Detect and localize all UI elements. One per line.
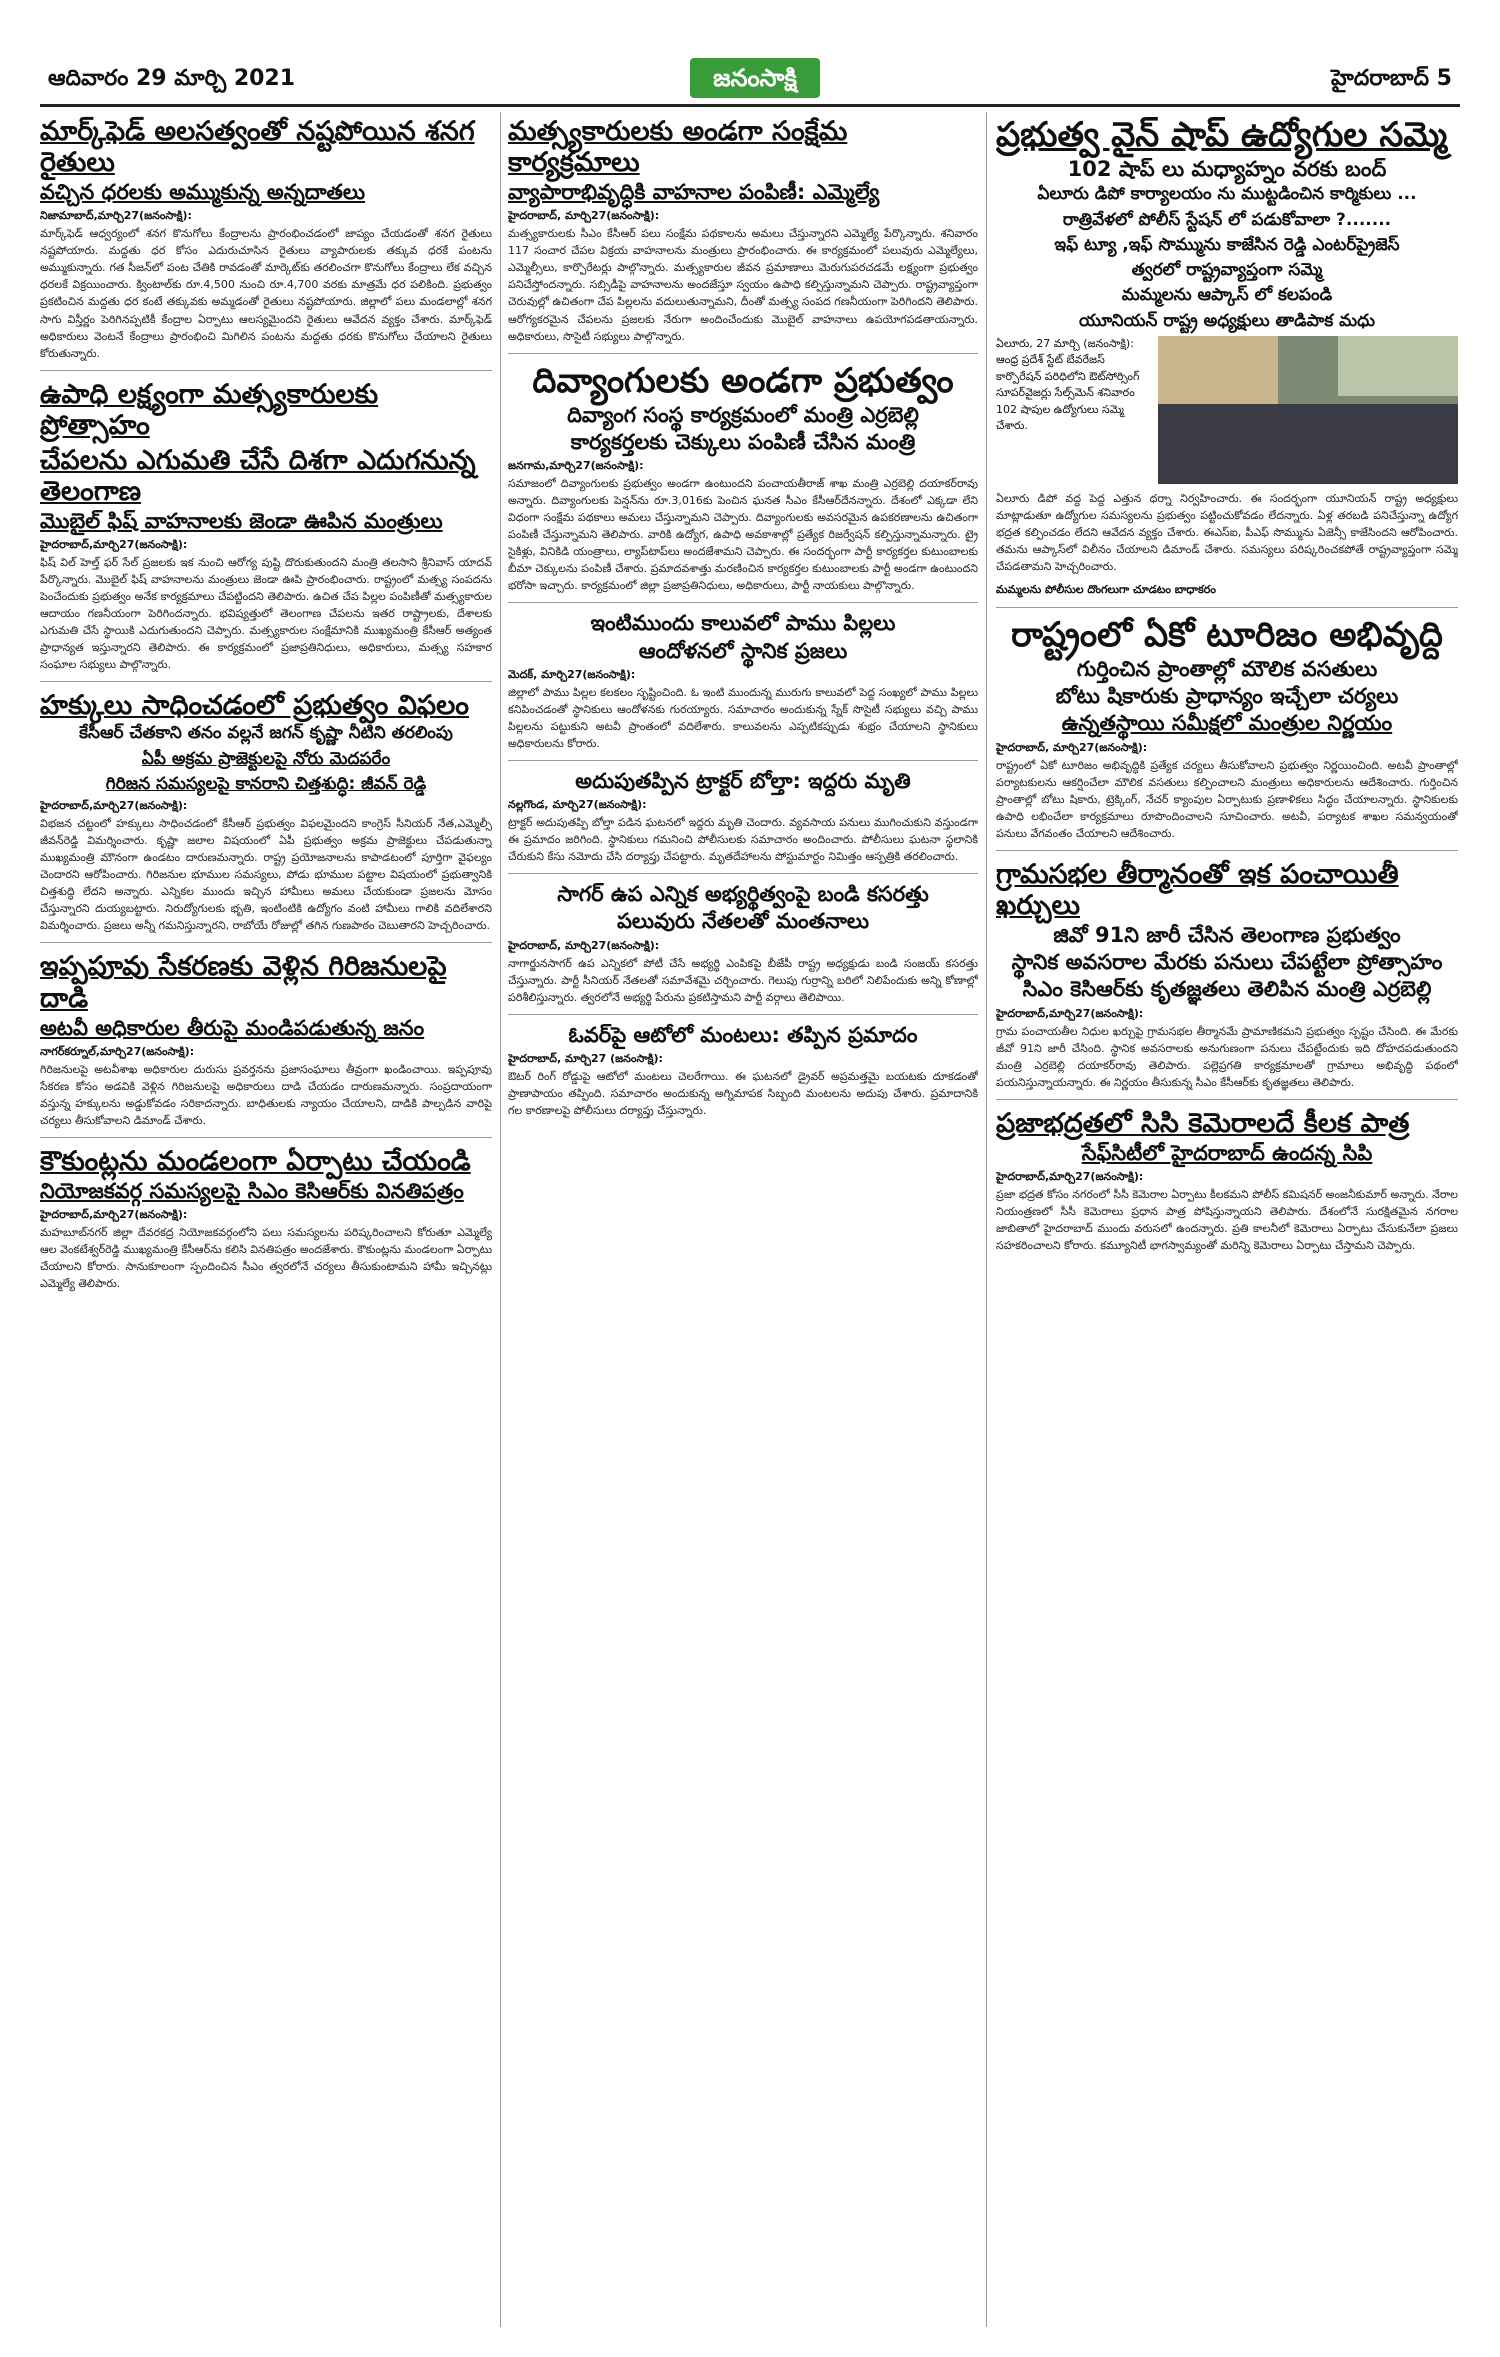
article-subhead: అటవీ అధికారుల తీరుపై మండిపడుతున్న జనం — [40, 1015, 425, 1040]
article-eco-tourism — [996, 616, 1458, 842]
page-city-number: హైదరాబాద్ 5 — [1331, 66, 1452, 91]
article-body: గ్రామ పంచాయతీల నిధుల ఖర్చుపై గ్రామసభల తీర్మానమే ప్రామాణికమని ప్రభుత్వం స్పష్టం చేసింది. ఈ మేరకు జీవో 91ని జారీ చేసింది. స్థానిక అవసరాలకు అనుగుణంగా పనులు చేపట్టేందుకు ఇది దోహదపడుతుందని మంత్రి ఎర్రబెల్లి దయాకర్‌రావు తెలిపారు. పల్లెప్రగతి కార్యక్రమాలతో గ్రామాలు అభివృద్ధి పథంలో పయనిస్తున్నాయన్నారు. ఈ నిర్ణయం తీసుకున్న సీఎం కేసీఆర్‌కు కృతజ్ఞతలు తెలిపారు. — [996, 1024, 1458, 1089]
article-headline: ప్రభుత్వ వైన్ షాప్ ఉద్యోగుల సమ్మె — [996, 115, 1448, 155]
article-body: మార్క్‌ఫెడ్ ఆధ్వర్యంలో శనగ కొనుగోలు కేంద్రాలను ప్రారంభించడంలో జాప్యం చేయడంతో శనగ రైతులు నష్టపోయారు. మద్దతు ధర కోసం ఎదురుచూసిన రైతులు వ్యాపారులకు తక్కువ ధరకే పంటను అమ్ముకున్నారు. గత సీజన్‌లో పంట చేతికి రావడంతో మార్కెట్‌కు తరలించగా కొనుగోలు కేంద్రాలు లేక వచ్చిన ధరలకే విక్రయించారు. క్వింటాల్‌కు రూ.4,500 నుంచి రూ.4,700 వరకు మాత్రమే ధర పలికింది. ప్రభుత్వం ప్రకటించిన మద్దతు ధర కంటే తక్కువకు అమ్మడంతో రైతులు నష్టపోయారు. జిల్లాలో పలు మండలాల్లో శనగ సాగు విస్తీర్ణం పెరిగినప్పటికీ కేంద్రాల ఏర్పాటు ఆలస్యమైందని రైతులు ఆవేదన వ్యక్తం చేశారు. మార్క్‌ఫెడ్ అధికారులు వెంటనే కేంద్రాలు ప్రారంభించి మిగిలిన పంటను మద్దతు ధరకు కొనుగోలు చేయాలని రైతులు కోరుతున్నారు. — [40, 227, 492, 360]
article-dateline: మెదక్, మార్చి27(జనంసాక్షి): — [508, 667, 636, 681]
article-dateline: హైదరాబాద్, మార్చి27(జనంసాక్షి): — [996, 740, 1148, 754]
article-subhead: యూనియన్ రాష్ట్ర అధ్యక్షులు తాడిపాక మధు — [1078, 310, 1375, 331]
article-cc-cameras — [996, 1108, 1458, 1254]
newspaper-logo: జనంసాక్షి — [690, 58, 820, 98]
article-separator — [40, 370, 492, 371]
article-separator — [508, 760, 978, 761]
article-subhead: జివో 91ని జారీ చేసిన తెలంగాణ ప్రభుత్వం — [1053, 923, 1401, 947]
article-dateline: హైదరాబాద్,మార్చి27(జనంసాక్షి): — [40, 1208, 188, 1222]
article-subhead: రాత్రివేళలో పోలీస్ స్టేషన్ లో పడుకోవాలా ?....... — [1062, 209, 1392, 230]
article-snakes — [508, 611, 978, 752]
article-body: మత్స్యకారులకు సీఎం కేసీఆర్ పలు సంక్షేమ పథకాలను అమలు చేస్తున్నారని ఎమ్మెల్యే పేర్కొన్నారు. శనివారం 117 సంచార చేపల విక్రయ వాహనాలను మంత్రులు ప్రారంభించారు. ఈ కార్యక్రమంలో పలువురు ఎమ్మెల్యేలు, ఎమ్మెల్సీలు, కార్పొరేటర్లు పాల్గొన్నారు. మత్స్యకారుల జీవన ప్రమాణాలు మెరుగుపరచడమే లక్ష్యంగా ప్రభుత్వం పనిచేస్తోందన్నారు. సబ్సిడీపై వాహనాలను అందజేస్తూ స్వయం ఉపాధి కల్పిస్తున్నామని చెప్పారు. రాష్ట్రవ్యాప్తంగా చెరువుల్లో ఉచితంగా చేప పిల్లలను వదులుతున్నామని, దీంతో మత్స్య సంపద గణనీయంగా పెరిగిందని తెలిపారు. ఆరోగ్యకరమైన చేపలను ప్రజలకు నేరుగా అందించేందుకు మొబైల్ వాహనాలు ఉపయోగపడతాయన్నారు. అధికారులు, సొసైటీ సభ్యులు పాల్గొన్నారు. — [508, 227, 978, 343]
article-subhead: గుర్తించిన ప్రాంతాల్లో మౌలిక వసతులు — [1076, 657, 1378, 682]
article-headline: కౌకుంట్లను మండలంగా ఏర్పాటు చేయండి — [40, 1145, 471, 1177]
article-separator — [508, 602, 978, 603]
column-divider — [986, 112, 987, 2327]
article-subhead: నియోజకవర్గ సమస్యలపై సిఎం కెసిఆర్‌కు వినతిపత్రం — [40, 1179, 464, 1203]
article-headline: ఇప్పపూవు సేకరణకు వెళ్లిన గిరిజనులపై దాడి — [40, 951, 447, 1014]
article-separator — [40, 1137, 492, 1138]
article-body: గిరిజనులపై అటవీశాఖ అధికారుల దురుసు ప్రవర్తనను ప్రజాసంఘాలు తీవ్రంగా ఖండించాయి. ఇప్పపూవు సేకరణ కోసం అడవికి వెళ్లిన గిరిజనులపై అధికారులు దాడి చేయడం దారుణమన్నారు. సంప్రదాయంగా వస్తున్న హక్కులను అడ్డుకోవడం సరికాదన్నారు. బాధితులకు న్యాయం చేయాలని, దాడికి పాల్పడిన వారిపై చర్యలు తీసుకోవాలని డిమాండ్ చేశారు. — [40, 1062, 492, 1127]
article-markfed — [40, 116, 492, 362]
article-body: మహబూబ్‌నగర్ జిల్లా దేవరకద్ర నియోజకవర్గంలోని పలు సమస్యలను పరిష్కరించాలని కోరుతూ ఎమ్మెల్యే ఆల వెంకటేశ్వర్‌రెడ్డి ముఖ్యమంత్రి కేసీఆర్‌ను కలిసి వినతిపత్రం అందజేశారు. కౌకుంట్లను మండలంగా ఏర్పాటు చేయాలని కోరారు. సానుకూలంగా స్పందించిన సీఎం త్వరలోనే చర్యలు తీసుకుంటామని హామీ ఇచ్చినట్లు ఎమ్మెల్యే తెలిపారు. — [40, 1226, 492, 1291]
article-subhead: మమ్మలను ఆప్కాస్ లో కలపండి — [1121, 285, 1333, 306]
article-body: జిల్లాలో పాము పిల్లల కలకలం సృష్టించింది. ఓ ఇంటి ముందున్న మురుగు కాలువలో పెద్ద సంఖ్యలో పాము పిల్లలు కనిపించడంతో స్థానికులు ఆందోళనకు గురయ్యారు. సమాచారం అందుకున్న స్నేక్ సొసైటీ సభ్యులు వచ్చి పాము పిల్లలను పట్టుకుని అటవీ ప్రాంతంలో వదిలేశారు. కాలువలను ఎప్పటికప్పుడు శుభ్రం చేయాలని స్థానికులు అధికారులను కోరారు. — [508, 685, 978, 750]
article-subhead: కార్యకర్తలకు చెక్కులు పంపిణీ చేసిన మంత్రి — [570, 429, 916, 454]
article-gram-sabha — [996, 859, 1458, 1091]
column-right — [996, 112, 1458, 2327]
article-dateline: హైదరాబాద్,మార్చి27(జనంసాక్షి): — [996, 1006, 1144, 1020]
article-separator — [508, 353, 978, 354]
article-subhead: వచ్చిన ధరలకు అమ్ముకున్న అన్నదాతలు — [40, 180, 366, 205]
article-separator — [508, 873, 978, 874]
article-sagar-bypoll — [508, 882, 978, 1006]
article-headline: ప్రజాభద్రతలో సిసి కెమెరాలదే కీలక పాత్ర — [996, 1107, 1410, 1139]
article-headline: చేపలను ఎగుమతి చేసే దిశగా ఎదుగనున్న తెలంగాణ — [40, 444, 476, 507]
article-dateline: హైదరాబాద్, మార్చి27(జనంసాక్షి): — [508, 209, 660, 223]
article-dateline: హైదరాబాద్,మార్చి27(జనంసాక్షి): — [40, 799, 188, 813]
photo-protesters — [1158, 404, 1458, 484]
article-body: ఫిష్ విల్ హెల్త్ ఫర్ సేల్ ప్రజలకు ఇక నుంచి ఆరోగ్య పుష్టి దొరుకుతుందని మంత్రి తలసాని శ్రీనివాస్ యాదవ్ పేర్కొన్నారు. మొబైల్ ఫిష్ వాహనాలను మంత్రులు జెండా ఊపి ప్రారంభించారు. రాష్ట్రంలో మత్స్య సంపదను పెంచేందుకు ప్రభుత్వం అనేక కార్యక్రమాలు చేపట్టిందని తెలిపారు. ఉచిత చేప పిల్లల పంపిణీతో మత్స్యకారుల ఆదాయం గణనీయంగా పెరిగిందన్నారు. భవిష్యత్తులో తెలంగాణ చేపలను ఇతర రాష్ట్రాలకు, దేశాలకు ఎగుమతి చేసే స్థాయికి ఎదుగుతుందని చెప్పారు. మత్స్యకారుల సంక్షేమానికి ముఖ్యమంత్రి కేసీఆర్ అత్యంత ప్రాధాన్యత ఇస్తున్నారని తెలిపారు. ఈ కార్యక్రమంలో ప్రజాప్రతినిధులు, అధికారులు, మత్స్య సహకార సంఘాల సభ్యులు పాల్గొన్నారు. — [40, 556, 492, 672]
column-left — [40, 112, 492, 2327]
article-body: సమాజంలో దివ్యాంగులకు ప్రభుత్వం అండగా ఉంటుందని పంచాయతీరాజ్ శాఖ మంత్రి ఎర్రబెల్లి దయాకర్‌రావు అన్నారు. దివ్యాంగులకు పెన్షన్‌ను రూ.3,016కు పెంచిన ఘనత సీఎం కేసీఆర్‌దేనన్నారు. దేశంలో ఎక్కడా లేని విధంగా సంక్షేమ పథకాలు అమలు చేస్తున్నామని చెప్పారు. దివ్యాంగులకు అవసరమైన ఉపకరణాలను ఉచితంగా పంపిణీ చేస్తున్నామని తెలిపారు. వారికి ఉద్యోగ, ఉపాధి అవకాశాల్లో ప్రత్యేక రిజర్వేషన్ కల్పిస్తున్నామన్నారు. ట్రై సైకిళ్లు, వినికిడి యంత్రాలు, ల్యాప్‌టాప్‌లు అందజేశామని చెప్పారు. ఈ సందర్భంగా పార్టీ కార్యకర్తల కుటుంబాలకు బీమా చెక్కులను పంపిణీ చేశారు. ప్రమాదవశాత్తు మరణించిన కార్యకర్తల కుటుంబాలకు పార్టీ అండగా ఉంటుందని భరోసా ఇచ్చారు. కార్యక్రమంలో జిల్లా ప్రజాప్రతినిధులు, అధికారులు, పార్టీ నాయకులు పాల్గొన్నారు. — [508, 477, 978, 593]
article-separator — [40, 681, 492, 682]
article-separator — [40, 942, 492, 943]
article-subhead: మొబైల్ ఫిష్ వాహనాలకు జెండా ఊపిన మంత్రులు — [40, 508, 443, 533]
masthead-rule — [40, 104, 1460, 107]
article-headline: అదుపుతప్పిన ట్రాక్టర్ బోల్తా: ఇద్దరు మృతి — [575, 768, 911, 793]
article-body: విభజన చట్టంలో హక్కులు సాధించడంలో కేసీఆర్ ప్రభుత్వం విఫలమైందని కాంగ్రెస్ సీనియర్ నేత,ఎమ్మెల్సీ జీవన్‌రెడ్డి విమర్శించారు. కృష్ణా జలాల విషయంలో ఏపీ ప్రభుత్వం అక్రమ ప్రాజెక్టులు చేపడుతున్నా ముఖ్యమంత్రి మౌనంగా ఉండటం దారుణమన్నారు. రాష్ట్ర ప్రయోజనాలను కాపాడటంలో పూర్తిగా వైఫల్యం చెందారని ఆరోపించారు. గిరిజనుల భూముల సమస్యలు, పోడు భూముల పట్టాల విషయంలో ప్రభుత్వానికి చిత్తశుద్ధి లేదని అన్నారు. ఎన్నికల ముందు ఇచ్చిన హామీలు అమలు చేయకుండా ప్రజలను మోసం చేస్తున్నారని దుయ్యబట్టారు. నిరుద్యోగులకు భృతి, ఇంటింటికి ఉద్యోగం వంటి హామీలు గాలికి వదిలేశారని విమర్శించారు. ప్రజలు అన్నీ గమనిస్తున్నారని, రాబోయే రోజుల్లో తగిన గుణపాఠం చెబుతారని హెచ్చరించారు. — [40, 817, 492, 933]
article-dateline: నాగర్‌కర్నూల్,మార్చి27(జనంసాక్షి): — [40, 1044, 195, 1058]
article-tractor-accident — [508, 769, 978, 865]
article-subhead: వ్యాపారాభివృద్ధికి వాహనాల పంపిణీ: ఎమ్మెల్యే — [508, 180, 880, 205]
article-body: ట్రాక్టర్ అదుపుతప్పి బోల్తా పడిన ఘటనలో ఇద్దరు మృతి చెందారు. వ్యవసాయ పనులు ముగించుకుని వస్తుండగా ఈ ప్రమాదం జరిగింది. స్థానికులు గమనించి పోలీసులకు సమాచారం అందించారు. పోలీసులు ఘటనా స్థలానికి చేరుకుని కేసు నమోదు చేసి దర్యాప్తు చేపట్టారు. మృతదేహాలను పోస్టుమార్టం నిమిత్తం ఆస్పత్రికి తరలించారు. — [508, 816, 978, 864]
article-subhead: ఉన్నతస్థాయి సమీక్షలో మంత్రుల నిర్ణయం — [1061, 711, 1393, 736]
strike-photo — [1158, 336, 1458, 484]
article-headline: సాగర్ ఉప ఎన్నిక అభ్యర్థిత్వంపై బండి కసరత్తు — [557, 882, 929, 907]
article-body: ఔటర్ రింగ్ రోడ్డుపై ఆటోలో మంటలు చెలరేగాయి. ఈ ఘటనలో డ్రైవర్ అప్రమత్తమై బయటకు దూకడంతో ప్రాణాపాయం తప్పింది. సమాచారం అందుకున్న అగ్నిమాపక సిబ్బంది మంటలను అదుపు చేశారు. ప్రమాదానికి గల కారణాలపై పోలీసులు దర్యాప్తు చేస్తున్నారు. — [508, 1070, 978, 1118]
article-subhead: సిఎం కెసిఆర్‌కు కృతజ్ఞతలు తెలిపిన మంత్రి ఎర్రబెల్లి — [1022, 977, 1432, 1002]
article-headline: మత్స్యకారులకు అండగా సంక్షేమ కార్యక్రమాలు — [508, 116, 848, 179]
article-subhead: కేసీఆర్ చేతకాని తనం వల్లనే జగన్ కృష్ణా నీటిని తరలింపు — [79, 723, 453, 744]
article-headline: మార్క్‌ఫెడ్ అలసత్వంతో నష్టపోయిన శనగ రైతులు — [40, 116, 475, 179]
article-headline: రాష్ట్రంలో ఏకో టూరిజం అభివృద్ది — [1011, 615, 1443, 656]
article-headline: ఇంటిముందు కాలువలో పాము పిల్లలు — [590, 611, 896, 636]
article-separator — [508, 1014, 978, 1015]
article-subhead: ఏలూరు డిపో కార్యాలయం ను ముట్టడించిన కార్మికులు ... — [1037, 184, 1417, 205]
article-headline: 102 షాప్ లు మధ్యాహ్నం వరకు బంద్ — [1067, 157, 1387, 182]
article-body: ప్రజా భద్రత కోసం నగరంలో సీసీ కెమెరాల ఏర్పాటు కీలకమని పోలీస్ కమిషనర్ అంజనీకుమార్ అన్నారు. నేరాల నియంత్రణలో సీసీ కెమెరాలు ప్రధాన పాత్ర పోషిస్తున్నాయని తెలిపారు. దేశంలోనే సురక్షితమైన నగరాల జాబితాలో హైదరాబాద్ ముందు వరుసలో ఉందన్నారు. ప్రతి కాలనీలో కెమెరాలు ఏర్పాటు చేసుకునేలా ప్రజలు సహకరించాలని కోరారు. కమ్యూనిటీ భాగస్వామ్యంతో మరిన్ని కెమెరాలు ఏర్పాటు చేస్తామని చెప్పారు. — [996, 1187, 1458, 1253]
article-dateline: హైదరాబాద్,మార్చి27(జనంసాక్షి): — [40, 538, 188, 552]
article-headline: దివ్యాంగులకు అండగా ప్రభుత్వం — [532, 360, 954, 401]
article-subhead: సేఫ్‌సిటీలో హైదరాబాద్ ఉందన్న సిపి — [1081, 1140, 1373, 1165]
article-wine-shop-strike — [996, 116, 1458, 599]
article-separator — [996, 1099, 1458, 1100]
article-headline: హక్కులు సాధించడంలో ప్రభుత్వం విఫలం — [40, 690, 469, 722]
article-disabled-support — [508, 362, 978, 595]
article-headline: ఉపాధి లక్ష్యంగా మత్స్యకారులకు ప్రోత్సాహం — [40, 378, 379, 441]
article-subhead: త్వరలో రాష్ట్రవ్యాప్తంగా సమ్మె — [1131, 260, 1323, 281]
article-dateline: జనగామ,మార్చి27(జనంసాక్షి): — [508, 459, 644, 473]
article-subhead: గిరిజన సమస్యలపై కానరాని చిత్తశుద్ధి: జీవన్ రెడ్డి — [105, 773, 427, 794]
article-dateline: హైదరాబాద్,మార్చి27(జనంసాక్షి): — [996, 1169, 1144, 1183]
article-body: ఏలూరు డిపో వద్ద పెద్ద ఎత్తున ధర్నా నిర్వహించారు. ఈ సందర్భంగా యూనియన్ రాష్ట్ర అధ్యక్షులు మాట్లాడుతూ ఉద్యోగుల సమస్యలను ప్రభుత్వం పట్టించుకోవడం లేదన్నారు. ఏళ్ల తరబడి పనిచేస్తున్నా ఉద్యోగ భద్రత కల్పించడం లేదని ఆవేదన వ్యక్తం చేశారు. ఈఎస్ఐ, పీఎఫ్ సొమ్మును ఏజెన్సీ కాజేసిందని ఆరోపించారు. తమను ఆప్కాస్‌లో విలీనం చేయాలని డిమాండ్ చేశారు. సమస్యలు పరిష్కరించకపోతే రాష్ట్రవ్యాప్తంగా సమ్మె చేపడతామని హెచ్చరించారు. — [996, 491, 1458, 573]
article-subhead: ఇఫ్ ట్యూ ,ఇఫ్ సొమ్మును కాజేసిన రెడ్డి ఎంటర్‌ప్రైజెస్ — [1054, 234, 1400, 255]
masthead-date: ఆదివారం 29 మార్చి 2021 — [48, 66, 296, 91]
article-subhead: దివ్యాంగ సంస్థ కార్యక్రమంలో మంత్రి ఎర్రబెల్లి — [567, 402, 919, 427]
article-auto-fire — [508, 1023, 978, 1119]
article-headline: పలువురు నేతలతో మంతనాలు — [616, 909, 870, 934]
article-fishermen-export — [40, 379, 492, 674]
article-dateline: నిజామాబాద్,మార్చి27(జనంసాక్షి): — [40, 209, 192, 223]
article-body: రాష్ట్రంలో ఏకో టూరిజం అభివృద్ధికి ప్రత్యేక చర్యలు తీసుకోవాలని ప్రభుత్వం నిర్ణయించింది. అటవీ ప్రాంతాల్లో పర్యాటకులను ఆకర్షించేలా మౌలిక వసతులు కల్పించాలని మంత్రులు అధికారులను ఆదేశించారు. గుర్తించిన ప్రాంతాల్లో బోటు షికారు, ట్రెక్కింగ్, నేచర్ క్యాంపుల ఏర్పాటుకు ప్రణాళికలు సిద్ధం చేయాలన్నారు. స్థానికులకు ఉపాధి లభించేలా కార్యక్రమాలు రూపొందించాలని సూచించారు. అటవీ, పర్యాటక శాఖల సమన్వయంతో పనులు వేగవంతం చేయాలని ఆదేశించారు. — [996, 758, 1458, 840]
article-section-label: మమ్మలను పోలీసుల దొంగలుగా చూడటం బాధాకరం — [996, 583, 1216, 597]
article-koukuntla-mandal — [40, 1146, 492, 1292]
article-headline: గ్రామసభల తీర్మానంతో ఇక పంచాయితీ ఖర్చులు — [996, 858, 1399, 921]
article-separator — [996, 850, 1458, 851]
article-rights-failure — [40, 690, 492, 934]
article-headline: ఓవర్‌పై ఆటోలో మంటలు: తప్పిన ప్రమాదం — [568, 1022, 918, 1047]
article-body: నాగార్జునసాగర్ ఉప ఎన్నికలో పోటీ చేసే అభ్యర్థి ఎంపికపై బీజేపీ రాష్ట్ర అధ్యక్షుడు బండి సంజయ్ కసరత్తు చేస్తున్నారు. పార్టీ సీనియర్ నేతలతో సమావేశమై చర్చించారు. గెలుపు గుర్రాన్ని బరిలో నిలిపేందుకు అన్ని కోణాల్లో పరిశీలిస్తున్నారు. త్వరలోనే అభ్యర్థి పేరును ప్రకటిస్తామని పార్టీ వర్గాలు తెలిపాయి. — [508, 956, 978, 1004]
photo-background — [1338, 336, 1458, 396]
article-tribal-attack — [40, 951, 492, 1128]
column-middle — [508, 112, 978, 2327]
article-dateline: నల్లగొండ, మార్చి27(జనంసాక్షి): — [508, 798, 647, 812]
article-subhead: ఏపీ అక్రమ ప్రాజెక్టులపై నోరు మెదపరేం — [141, 748, 391, 769]
article-dateline: హైదరాబాద్, మార్చి27(జనంసాక్షి): — [508, 938, 660, 952]
article-headline: ఆందోళనలో స్థానిక ప్రజలు — [638, 638, 848, 663]
article-dateline: హైదరాబాద్, మార్చి27 (జనంసాక్షి): — [508, 1052, 663, 1065]
article-subhead: బోటు షికారుకు ప్రాధాన్యం ఇచ్చేలా చర్యలు — [1055, 684, 1399, 709]
article-separator — [996, 607, 1458, 608]
article-subhead: స్థానిక అవసరాల మేరకు పనులు చేపట్టేలా ప్రోత్సాహం — [1011, 950, 1443, 975]
column-divider — [500, 112, 501, 2327]
article-fishermen-welfare — [508, 116, 978, 345]
photo-caption: ఏలూరు, 27 మార్చి (జనంసాక్షి): ఆంధ్ర ప్రదేశ్ స్టేట్ బేవరేజస్ కార్పొరేషన్ పరిధిలోని ఔట్‌సోర్సింగ్ సూపర్‌వైజర్లు సేల్స్‌మెన్ శనివారం 102 షాపుల ఉద్యోగులు సమ్మె చేశారు. — [996, 336, 1140, 433]
